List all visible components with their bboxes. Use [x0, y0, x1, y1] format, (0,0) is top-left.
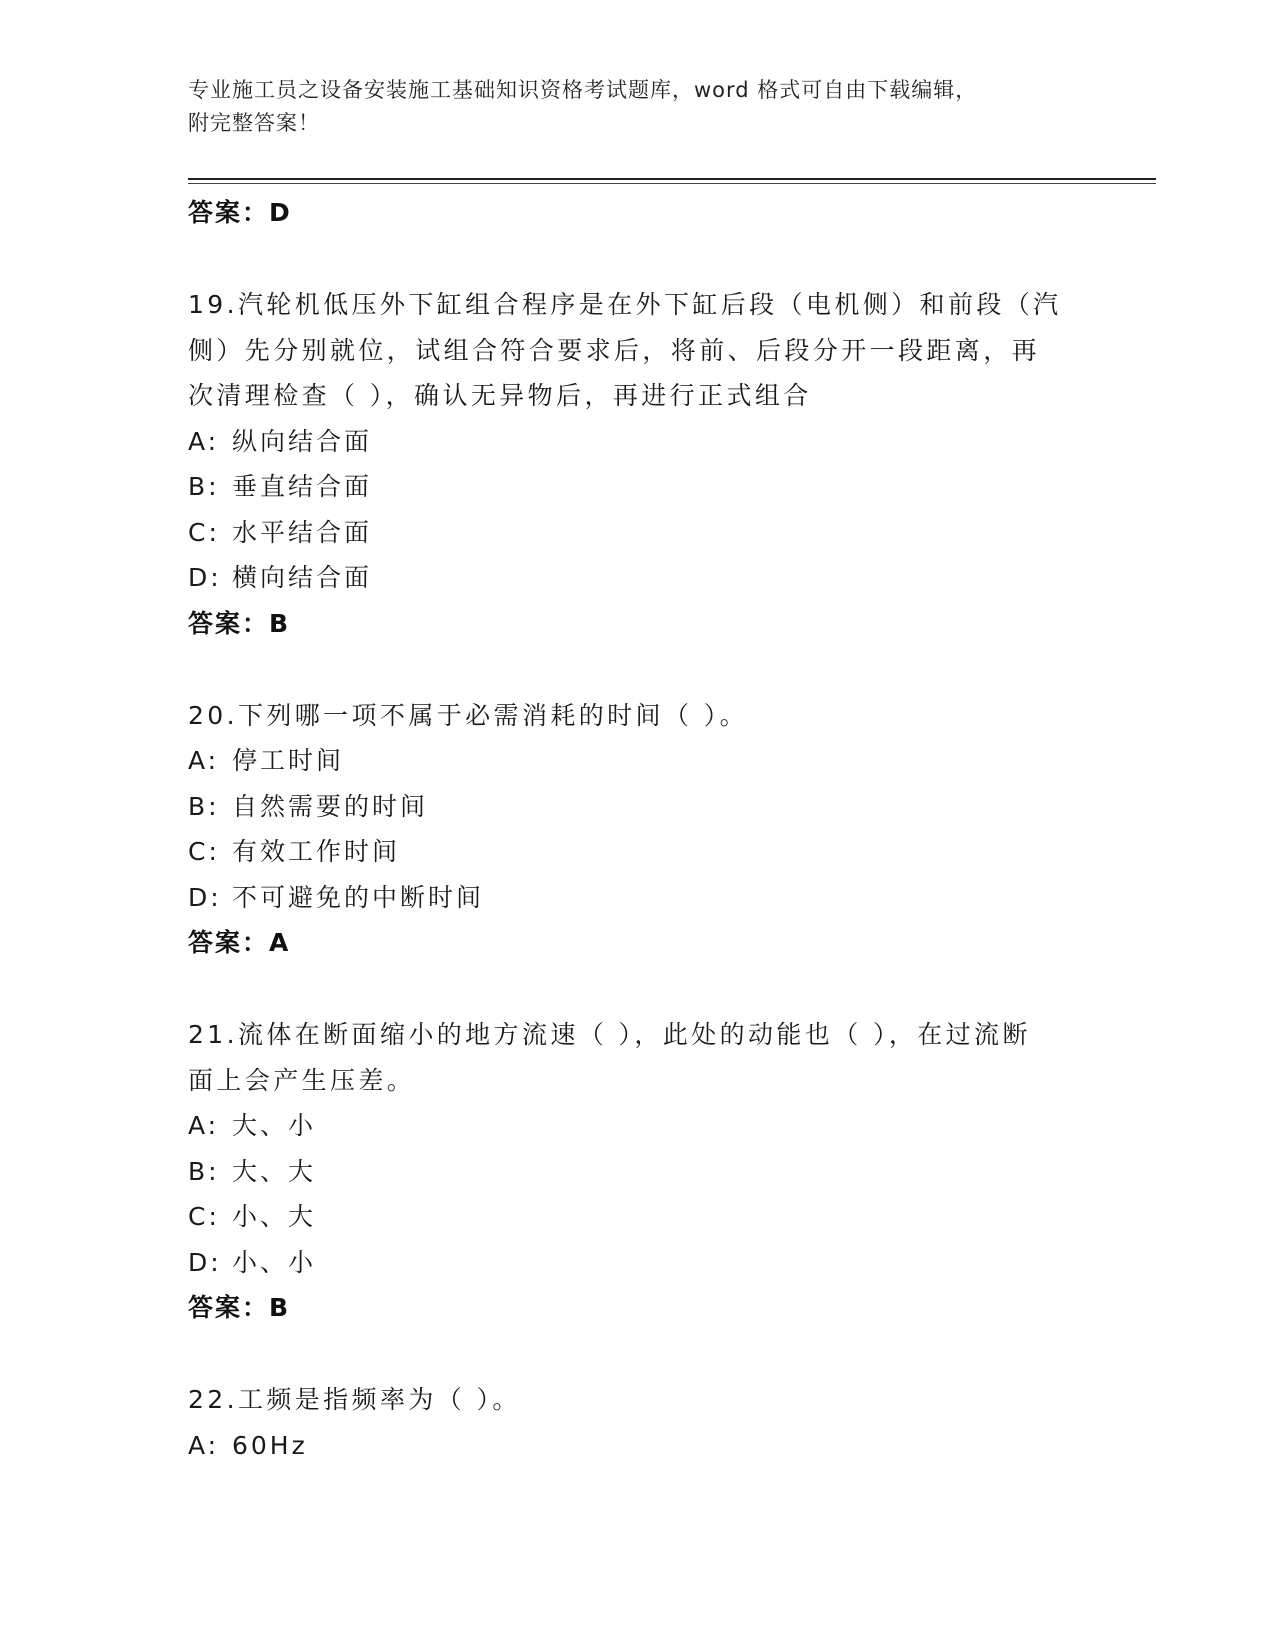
answer-19: 答案：B — [188, 608, 291, 638]
option-letter: A: — [188, 746, 220, 775]
answer-21: 答案：B — [188, 1293, 291, 1322]
option-a — [188, 738, 1088, 784]
option-text: 不可避免的中断时间 — [232, 882, 485, 912]
spacer — [188, 236, 1088, 282]
question-text-line: 19.汽轮机低压外下缸组合程序是在外下缸后段（电机侧）和前段（汽 — [188, 290, 1062, 319]
option-b — [188, 464, 1088, 510]
option-letter: A: — [188, 426, 220, 456]
option-text: 大、大 — [232, 1156, 317, 1186]
answer-18: 答案：D — [188, 198, 292, 227]
question-19-text — [188, 282, 1088, 419]
question-text-line: 侧）先分别就位，试组合符合要求后，将前、后段分开一段距离，再 — [188, 335, 1041, 365]
option-text: 小、大 — [232, 1202, 317, 1231]
option-d — [188, 875, 1088, 921]
option-letter: D: — [188, 563, 222, 592]
question-20 — [188, 693, 1088, 967]
answer-20: 答案：A — [188, 928, 291, 957]
question-22 — [188, 1377, 1088, 1468]
spacer — [188, 1331, 1088, 1377]
option-b — [188, 784, 1088, 830]
option-letter: C: — [188, 837, 220, 866]
option-d — [188, 1240, 1088, 1286]
option-letter: A: — [188, 1111, 220, 1140]
option-letter: D: — [188, 1247, 222, 1277]
header-line-2: 附完整答案！ — [188, 111, 320, 135]
option-letter: C: — [188, 1202, 220, 1231]
option-c — [188, 829, 1088, 875]
question-text-line: 面上会产生压差。 — [188, 1065, 416, 1095]
option-a — [188, 1103, 1088, 1149]
option-text: 纵向结合面 — [232, 426, 373, 456]
question-list — [188, 190, 1088, 1468]
option-text: 自然需要的时间 — [232, 791, 429, 821]
option-letter: B: — [188, 1156, 220, 1186]
option-letter: B: — [188, 472, 220, 501]
option-text: 垂直结合面 — [232, 472, 373, 501]
document-header — [188, 74, 1068, 140]
option-letter: C: — [188, 517, 220, 547]
question-text-line: 20.下列哪一项不属于必需消耗的时间（ ）。 — [188, 700, 749, 730]
option-text: 小、小 — [232, 1247, 317, 1277]
option-text: 大、小 — [232, 1111, 317, 1140]
question-19 — [188, 282, 1088, 647]
header-divider-thick — [188, 178, 1156, 180]
spacer — [188, 966, 1088, 1012]
option-c — [188, 510, 1088, 556]
question-21 — [188, 1012, 1088, 1331]
option-a — [188, 419, 1088, 465]
question-21-text — [188, 1012, 1088, 1103]
spacer — [188, 647, 1088, 693]
question-22-text — [188, 1377, 1088, 1423]
header-divider-thin — [188, 183, 1156, 184]
option-d — [188, 555, 1088, 601]
question-text-line: 次清理检查（ ），确认无异物后，再进行正式组合 — [188, 381, 812, 410]
option-text: 停工时间 — [232, 746, 345, 775]
option-c — [188, 1194, 1088, 1240]
question-text-line: 22.工频是指频率为（ ）。 — [188, 1385, 521, 1414]
option-text: 60Hz — [232, 1430, 308, 1460]
option-b — [188, 1149, 1088, 1195]
option-text: 横向结合面 — [232, 563, 373, 592]
option-text: 水平结合面 — [232, 517, 373, 547]
option-letter: B: — [188, 791, 220, 821]
header-line-1: 专业施工员之设备安装施工基础知识资格考试题库，word 格式可自由下载编辑， — [188, 78, 978, 102]
option-a — [188, 1423, 1088, 1469]
option-letter: A: — [188, 1430, 220, 1460]
question-text-line: 21.流体在断面缩小的地方流速（ ），此处的动能也（ ），在过流断 — [188, 1020, 1031, 1049]
question-20-text — [188, 693, 1088, 739]
option-text: 有效工作时间 — [232, 837, 401, 866]
option-letter: D: — [188, 882, 222, 912]
